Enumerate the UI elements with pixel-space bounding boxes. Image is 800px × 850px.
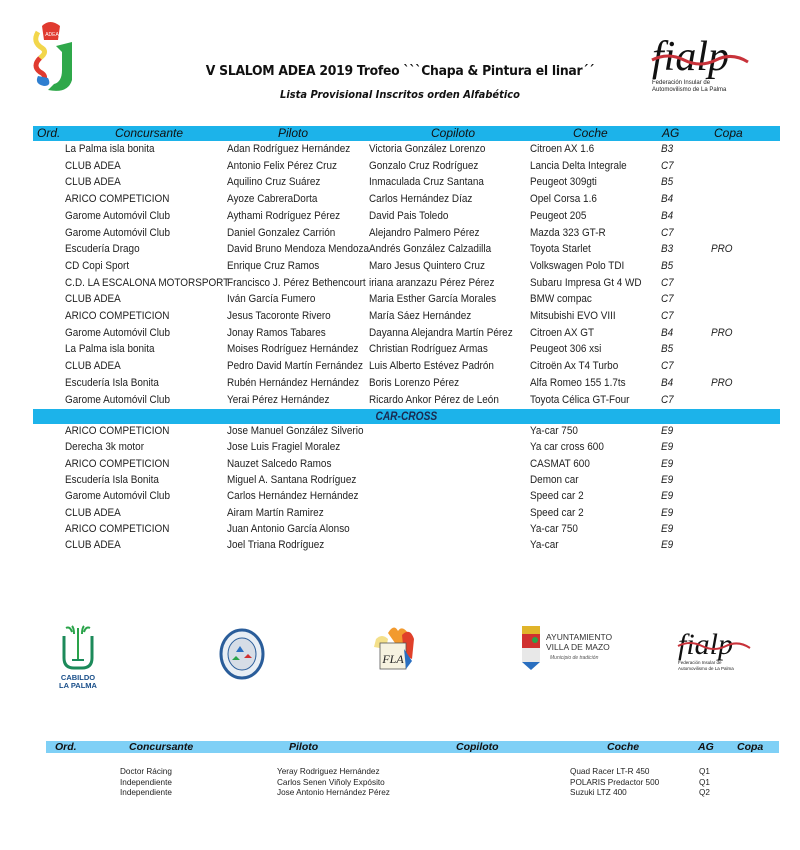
table-row [33, 159, 780, 174]
cell-ag: C7 [661, 393, 674, 406]
cell-ag: B5 [661, 343, 674, 356]
cell-copiloto: Victoria González Lorenzo [369, 143, 486, 155]
ayto-line1: AYUNTAMIENTO [546, 632, 613, 642]
page-title: V SLALOM ADEA 2019 Trofeo ```Chapa & Pintura el linar´´ [205, 63, 595, 79]
cell-coche: Suzuki LTZ 400 [570, 788, 627, 797]
adea-logo [28, 18, 76, 98]
cell-coche: Ya-car 750 [530, 425, 578, 437]
cell-concursante: ARICO COMPETICION [65, 522, 170, 535]
cell-ag: E9 [661, 473, 674, 486]
col-header-concursante: Concursante [115, 126, 184, 140]
table-row [33, 226, 780, 241]
table-row [33, 359, 780, 374]
fialp-caption-1: Federación Insular de [652, 80, 711, 86]
col-header-piloto: Piloto [278, 126, 309, 140]
cell-copiloto: Maria Esther García Morales [369, 293, 497, 306]
cell-concursante: Garome Automóvil Club [65, 226, 170, 239]
cabildo-line2: LA PALMA [59, 681, 97, 690]
cell-ag: B3 [661, 143, 674, 155]
cell-concursante: Garome Automóvil Club [65, 393, 170, 406]
cell-piloto: Pedro David Martín Fernández [227, 360, 363, 373]
cell-copiloto: Ricardo Ankor Pérez de León [369, 393, 499, 406]
fialp-logo-text: fialp [652, 34, 730, 80]
cell-ag: E9 [661, 490, 674, 503]
cell-copa: PRO [711, 326, 733, 339]
cell-piloto: Jonay Ramos Tabares [227, 326, 326, 339]
table-row [33, 259, 780, 274]
fla-logo [368, 623, 416, 675]
cell-piloto: Moises Rodríguez Hernández [227, 343, 359, 356]
cell-copiloto: Luis Alberto Estévez Padrón [369, 360, 494, 373]
cell-piloto: Enrique Cruz Ramos [227, 259, 320, 272]
table-row [33, 276, 780, 291]
table-row [33, 292, 780, 307]
cell-piloto: Jose Antonio Hernández Pérez [277, 788, 390, 797]
cell-ag: E9 [661, 506, 674, 519]
cell-coche: Speed car 2 [530, 490, 584, 503]
cell-piloto: Miguel A. Santana Rodríguez [227, 473, 357, 486]
cell-ag: E9 [661, 425, 674, 437]
fialp-caption-2: Automovilismo de La Palma [652, 87, 727, 93]
cell-concursante: CLUB ADEA [65, 159, 121, 172]
fialp-footer-caption-1: Federación Insular de [678, 660, 722, 665]
cell-coche: POLARIS Predactor 500 [570, 777, 660, 787]
quad-col-header-ord: Ord. [55, 741, 77, 753]
ayto-line2: VILLA DE MAZO [546, 642, 610, 652]
cell-concursante: CLUB ADEA [65, 360, 121, 373]
cell-piloto: Francisco J. Pérez Bethencourt [227, 276, 366, 289]
cell-coche: Demon car [530, 473, 579, 486]
cell-concursante: CD Copi Sport [65, 259, 130, 272]
cell-ag: C7 [661, 276, 674, 289]
cell-ag: E9 [661, 539, 674, 552]
ayuntamiento-crest-icon [518, 622, 628, 674]
table-row [46, 777, 779, 788]
cell-ag: Q1 [699, 777, 710, 787]
section-label: CAR-CROSS [375, 409, 438, 423]
cell-coche: Alfa Romeo 155 1.7ts [530, 376, 626, 389]
cell-piloto: Iván García Fumero [227, 293, 316, 306]
fla-flame-icon [368, 623, 416, 675]
col-header-ord: Ord. [37, 126, 61, 140]
cell-copiloto: Carlos Hernández Díaz [369, 193, 473, 206]
cell-piloto: Juan Antonio García Alonso [227, 522, 350, 535]
main-table-header [33, 126, 780, 141]
page-subtitle: Lista Provisional Inscritos orden Alfabético [280, 88, 520, 101]
cell-copiloto: iriana aranzazu Pérez Pérez [369, 276, 495, 289]
cell-ag: E9 [661, 441, 674, 454]
cell-concursante: CLUB ADEA [65, 506, 121, 519]
cell-coche: Toyota Célica GT-Four [530, 393, 630, 406]
cell-copa: PRO [711, 243, 733, 256]
cell-piloto: Carlos Senen Viñoly Expósito [277, 777, 385, 787]
cell-ag: Q1 [699, 767, 710, 776]
cell-concursante: Garome Automóvil Club [65, 326, 170, 339]
cell-concursante: CLUB ADEA [65, 539, 121, 552]
cell-coche: Peugeot 205 [530, 209, 587, 222]
cell-concursante: Doctor Rácing [120, 767, 172, 776]
table-row [33, 538, 780, 553]
cell-piloto: Antonio Felix Pérez Cruz [227, 159, 337, 172]
cell-ag: C7 [661, 360, 674, 373]
cell-coche: Speed car 2 [530, 506, 584, 519]
cell-piloto: Aythami Rodríguez Pérez [227, 209, 341, 222]
cell-piloto: Yerai Pérez Hernández [227, 393, 330, 406]
col-header-ag: AG [662, 126, 680, 140]
cell-ag: B4 [661, 376, 674, 389]
cell-concursante: ARICO COMPETICION [65, 310, 170, 322]
quad-col-header-copa: Copa [737, 741, 764, 753]
table-row [46, 766, 779, 777]
cell-coche: Subaru Impresa Gt 4 WD [530, 276, 642, 289]
cell-coche: BMW compac [530, 293, 592, 306]
table-row [33, 506, 780, 521]
cell-piloto: Jose Manuel González Silverio [227, 425, 364, 437]
cell-ag: B4 [661, 193, 674, 206]
table-row [33, 440, 780, 455]
fialp-footer-logo-icon [676, 626, 766, 674]
cell-copiloto: Boris Lorenzo Pérez [369, 376, 460, 389]
cell-coche: Mitsubishi EVO VIII [530, 310, 616, 322]
cell-concursante: Escudería Isla Bonita [65, 473, 159, 486]
cell-coche: Ya car cross 600 [530, 441, 604, 454]
adea-logo-icon [28, 18, 76, 98]
cell-copiloto: Inmaculada Cruz Santana [369, 176, 484, 189]
cell-ag: B3 [661, 243, 674, 256]
ayuntamiento-villa-de-mazo-logo [518, 622, 628, 674]
quad-col-header-piloto: Piloto [289, 741, 319, 753]
cell-ag: E9 [661, 457, 674, 470]
section-header-car-cross [33, 409, 780, 424]
cabildo-line1: CABILDO [60, 673, 96, 682]
cell-copiloto: Maro Jesus Quintero Cruz [369, 259, 486, 272]
quad-table-header [46, 741, 779, 753]
quad-col-header-concursante: Concursante [129, 741, 194, 753]
col-header-copiloto: Copiloto [431, 126, 476, 140]
cell-concursante: Escudería Drago [65, 243, 140, 256]
cell-coche: Lancia Delta Integrale [530, 159, 627, 172]
col-header-coche: Coche [573, 126, 608, 140]
table-row [33, 192, 780, 207]
cell-concursante: CLUB ADEA [65, 293, 121, 306]
table-row [33, 242, 780, 257]
table-row [33, 473, 780, 488]
table-row [33, 424, 780, 439]
cell-concursante: La Palma isla bonita [65, 143, 155, 155]
table-row [33, 489, 780, 504]
cell-concursante: ARICO COMPETICION [65, 457, 170, 470]
cell-concursante: Independiente [120, 788, 172, 797]
tenerife-federation-logo [218, 628, 266, 680]
cell-ag: C7 [661, 310, 674, 322]
table-row [33, 342, 780, 357]
cell-concursante: Garome Automóvil Club [65, 490, 170, 503]
cell-piloto: Daniel Gonzalez Carrión [227, 226, 336, 239]
cell-ag: E9 [661, 522, 674, 535]
table-row [33, 393, 780, 408]
cell-ag: B5 [661, 176, 674, 189]
cell-piloto: Carlos Hernández Hernández [227, 490, 359, 503]
cell-piloto: Yeray Rodriguez Hernández [277, 767, 380, 776]
cell-copa: PRO [711, 376, 733, 389]
adea-logo-text: ADEA [45, 32, 59, 38]
cell-coche: CASMAT 600 [530, 457, 590, 470]
cell-coche: Mazda 323 GT-R [530, 226, 606, 239]
fialp-footer-logo [676, 626, 766, 674]
table-row [33, 309, 780, 324]
cell-coche: Ya-car [530, 539, 559, 552]
cell-piloto: Ayoze CabreraDorta [227, 193, 318, 206]
cell-copiloto: David Pais Toledo [369, 209, 449, 222]
cell-concursante: ARICO COMPETICION [65, 425, 170, 437]
cell-piloto: Rubén Hernández Hernández [227, 376, 360, 389]
quad-col-header-ag: AG [698, 741, 714, 753]
cell-coche: Toyota Starlet [530, 243, 591, 256]
table-row [33, 209, 780, 224]
cell-coche: Peugeot 306 xsi [530, 343, 602, 356]
cell-copiloto: Alejandro Palmero Pérez [369, 226, 480, 239]
fla-logo-text: FLA [382, 652, 404, 666]
cell-concursante: La Palma isla bonita [65, 343, 155, 356]
cell-coche: Citroën Ax T4 Turbo [530, 360, 619, 373]
cell-ag: C7 [661, 159, 674, 172]
cabildo-logo-icon [54, 622, 102, 692]
cell-ag: B4 [661, 326, 674, 339]
cell-ag: C7 [661, 293, 674, 306]
cell-piloto: Jesus Tacoronte Rivero [227, 310, 331, 322]
cell-piloto: Nauzet Salcedo Ramos [227, 457, 332, 470]
quad-col-header-coche: Coche [607, 741, 640, 753]
cell-coche: Ya-car 750 [530, 522, 578, 535]
cell-coche: Opel Corsa 1.6 [530, 193, 597, 206]
cell-copiloto: María Sáez Hernández [369, 310, 472, 322]
cell-coche: Peugeot 309gti [530, 176, 597, 189]
cell-ag: C7 [661, 226, 674, 239]
table-row [33, 142, 780, 157]
quad-col-header-copiloto: Copiloto [456, 741, 499, 753]
cell-copiloto: Andrés González Calzadilla [369, 243, 492, 256]
cell-piloto: David Bruno Mendoza Mendoza [227, 243, 370, 256]
cell-concursante: Derecha 3k motor [65, 441, 145, 454]
table-row [46, 787, 779, 798]
ayto-line3: Municipio de tradición [550, 655, 599, 661]
cell-piloto: Aquilino Cruz Suárez [227, 176, 321, 189]
cabildo-la-palma-logo [54, 622, 102, 692]
cell-concursante: ARICO COMPETICION [65, 193, 170, 206]
table-row [33, 326, 780, 341]
cell-ag: B4 [661, 209, 674, 222]
cell-piloto: Adan Rodríguez Hernández [227, 143, 351, 155]
cell-concursante: Garome Automóvil Club [65, 209, 170, 222]
col-header-copa: Copa [714, 126, 743, 140]
cell-coche: Volkswagen Polo TDI [530, 259, 625, 272]
fialp-footer-text: fialp [678, 628, 734, 661]
cell-coche: Citroen AX 1.6 [530, 143, 595, 155]
cell-concursante: CLUB ADEA [65, 176, 121, 189]
cell-ag: Q2 [699, 788, 710, 797]
cell-piloto: Jose Luis Fragiel Moralez [227, 441, 341, 454]
table-row [33, 175, 780, 190]
cell-ag: B5 [661, 259, 674, 272]
federation-seal-icon [218, 628, 266, 680]
cell-coche: Citroen AX GT [530, 326, 595, 339]
cell-copiloto: Gonzalo Cruz Rodríguez [369, 159, 479, 172]
cell-coche: Quad Racer LT-R 450 [570, 767, 650, 776]
cell-concursante: C.D. LA ESCALONA MOTORSPORT [65, 276, 230, 289]
cell-copiloto: Christian Rodríguez Armas [369, 343, 488, 356]
cell-concursante: Independiente [120, 777, 172, 787]
cell-piloto: Joel Triana Rodríguez [227, 539, 325, 552]
cell-piloto: Airam Martín Ramirez [227, 506, 324, 519]
fialp-footer-caption-2: Automovilismo de La Palma [678, 666, 734, 671]
cell-copiloto: Dayanna Alejandra Martín Pérez [369, 326, 513, 339]
cell-concursante: Escudería Isla Bonita [65, 376, 159, 389]
table-row [33, 457, 780, 472]
table-row [33, 522, 780, 537]
table-row [33, 376, 780, 391]
